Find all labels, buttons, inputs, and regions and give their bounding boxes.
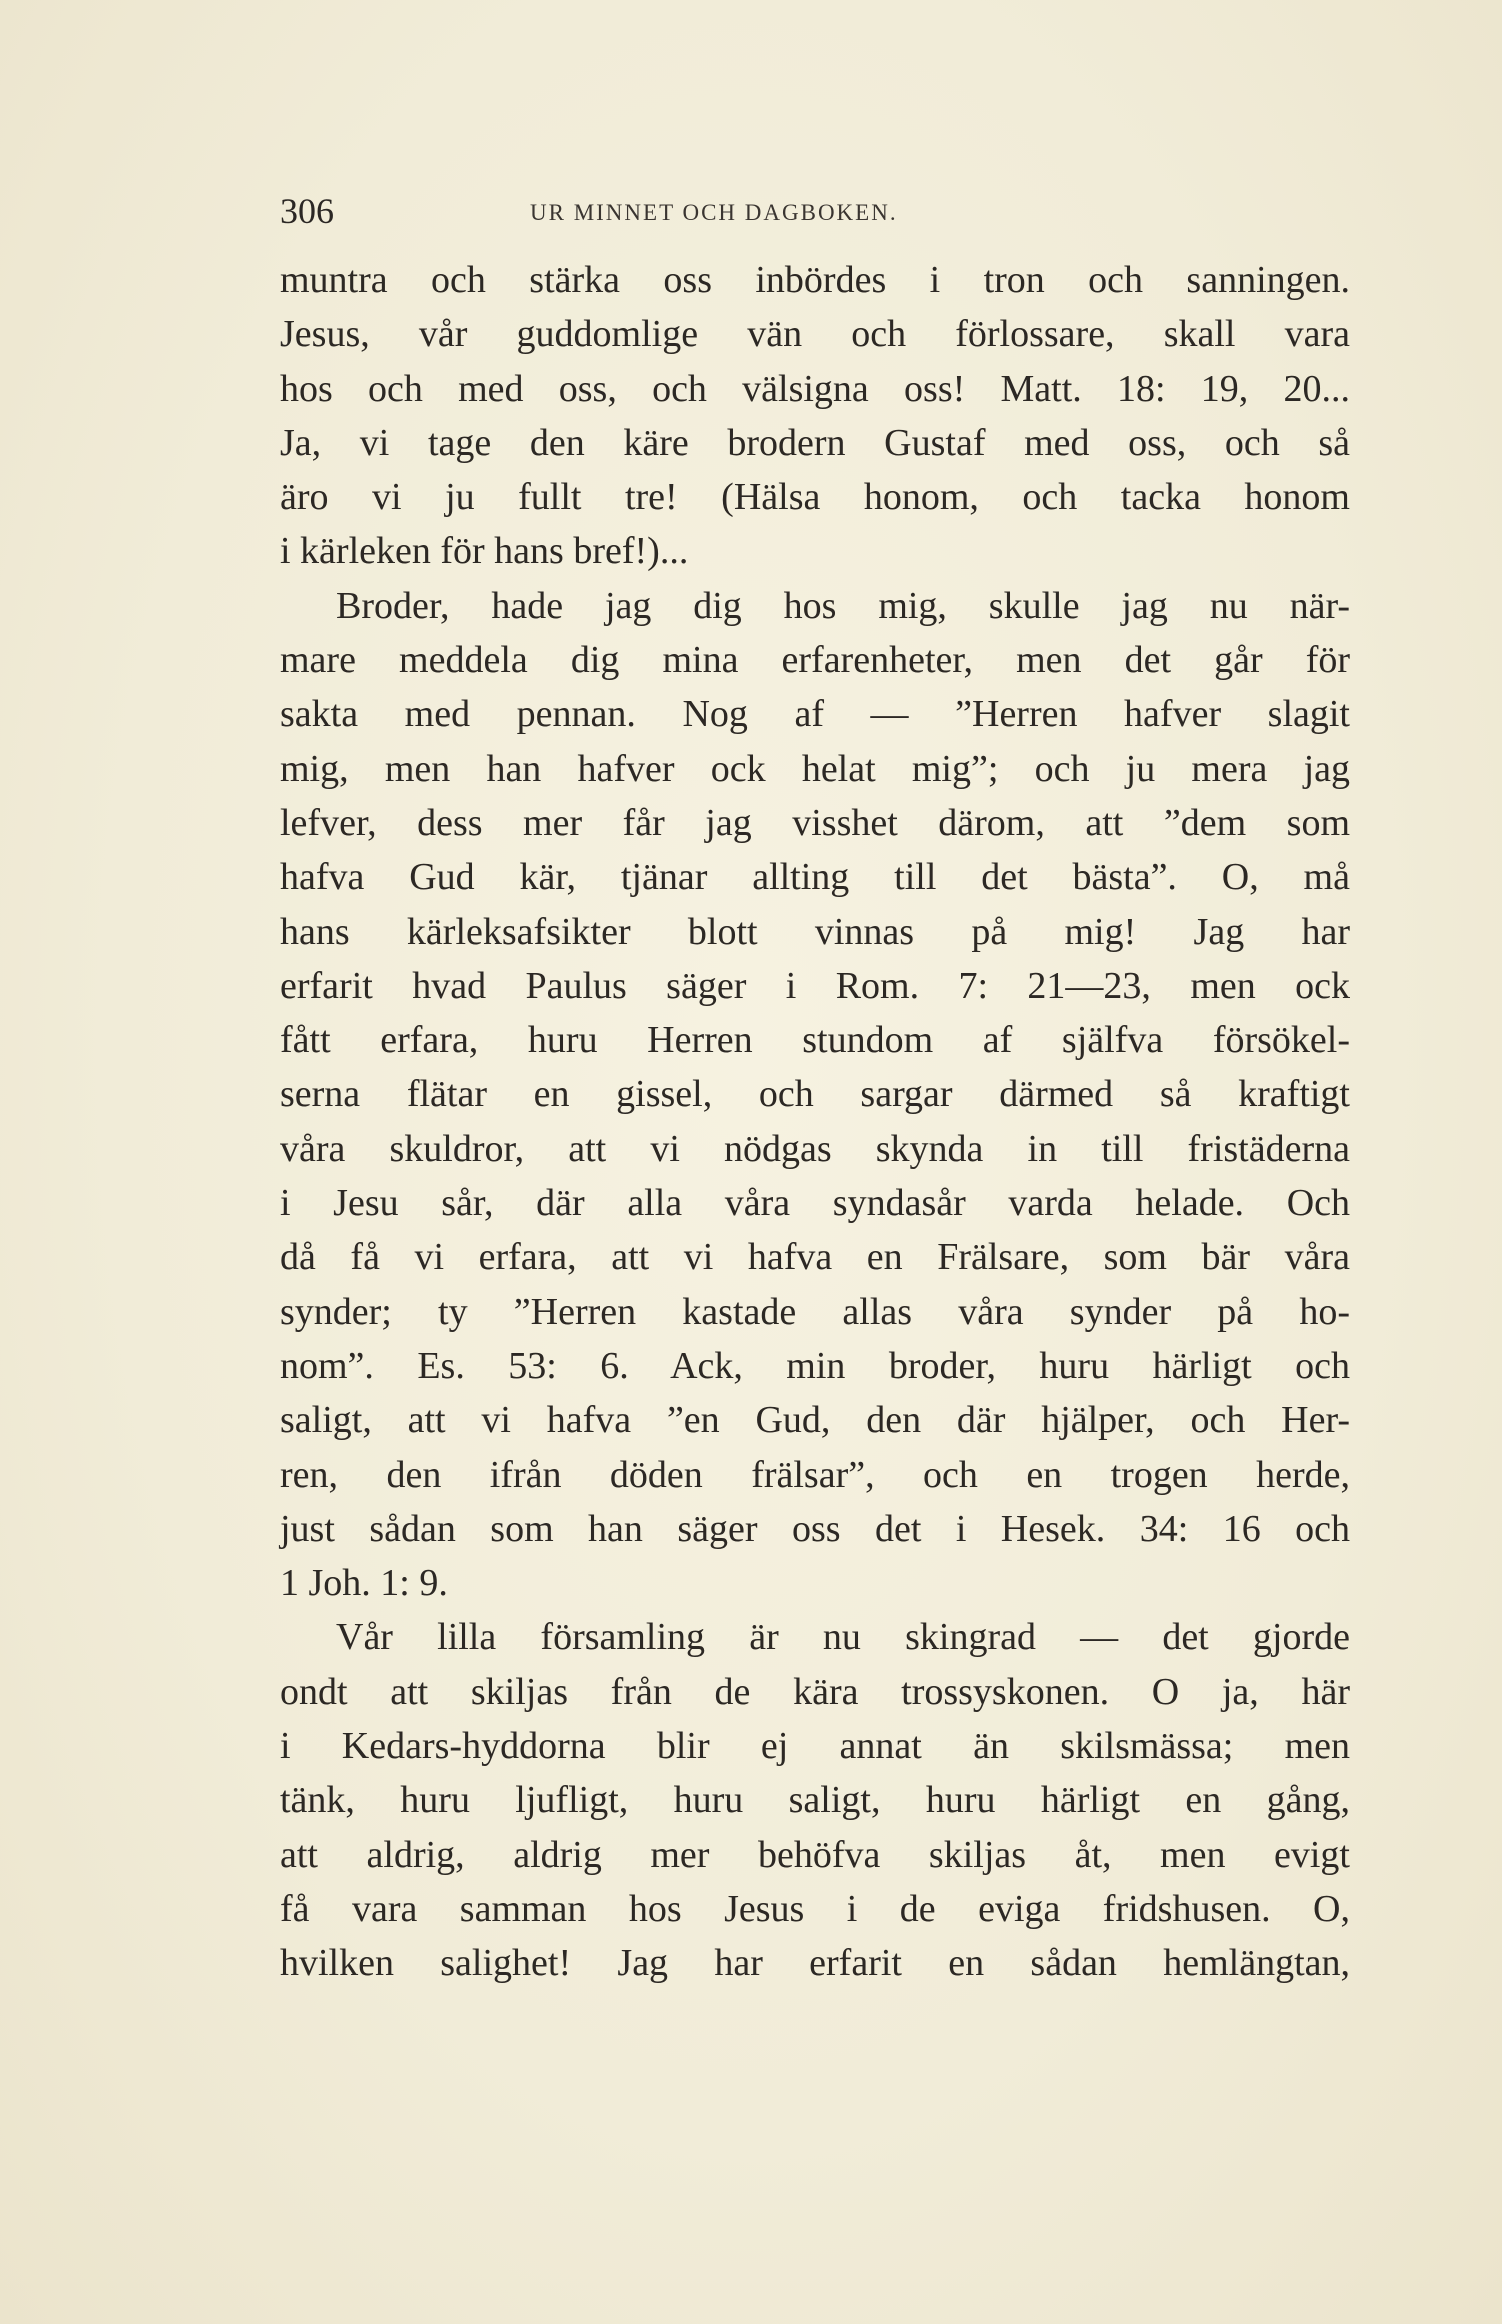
text-line: mig, men han hafver ock helat mig”; och ju mera jag [280, 747, 1350, 790]
text-line: hos och med oss, och välsigna oss! Matt. 18: 19, 20... [280, 367, 1350, 410]
text-line: få vara samman hos Jesus i de eviga fridshusen. O, [280, 1887, 1350, 1930]
text-line: våra skuldror, att vi nödgas skynda in till fristäderna [280, 1127, 1350, 1170]
text-line: fått erfara, huru Herren stundom af själfva försökel- [280, 1019, 1350, 1062]
text-line: synder; ty ”Herren kastade allas våra synder på ho- [280, 1290, 1350, 1333]
text-line: i Jesu sår, där alla våra syndasår varda helade. Och [280, 1182, 1350, 1225]
page-number: 306 [280, 191, 334, 231]
text-line: erfarit hvad Paulus säger i Rom. 7: 21—23, men ock [280, 964, 1350, 1007]
text-line: Broder, hade jag dig hos mig, skulle jag nu när- [336, 584, 1350, 627]
text-line: hvilken salighet! Jag har erfarit en sådan hemlängtan, [280, 1942, 1350, 1985]
text-line: i Kedars-hyddorna blir ej annat än skilsmässa; men [280, 1725, 1350, 1768]
text-line: Jesus, vår guddomlige vän och förlossare, skall vara [280, 313, 1350, 356]
text-line: ondt att skiljas från de kära trossyskonen. O ja, här [280, 1670, 1350, 1713]
text-line: serna flätar en gissel, och sargar därmed så kraftigt [280, 1073, 1350, 1116]
text-line: lefver, dess mer får jag visshet därom, att ”dem som [280, 801, 1350, 844]
text-line: muntra och stärka oss inbördes i tron och sanningen. [280, 259, 1350, 301]
text-line: hans kärleksafsikter blott vinnas på mig! Jag har [280, 910, 1350, 953]
text-line: mare meddela dig mina erfarenheter, men det går för [280, 639, 1350, 682]
text-line: Vår lilla församling är nu skingrad — det gjorde [336, 1616, 1350, 1659]
text-line: i kärleken för hans bref!)... [280, 530, 689, 573]
body-text [280, 253, 1350, 1991]
text-line: saligt, att vi hafva ”en Gud, den där hjälper, och Her- [280, 1399, 1350, 1442]
text-line: äro vi ju fullt tre! (Hälsa honom, och tacka honom [280, 476, 1350, 519]
text-line: nom”. Es. 53: 6. Ack, min broder, huru härligt och [280, 1344, 1350, 1387]
text-line: just sådan som han säger oss det i Hesek. 34: 16 och [280, 1507, 1350, 1550]
text-line: sakta med pennan. Nog af — ”Herren hafver slagit [280, 693, 1350, 736]
text-line: Ja, vi tage den käre brodern Gustaf med oss, och så [280, 421, 1350, 464]
text-line: att aldrig, aldrig mer behöfva skiljas åt, men evigt [280, 1833, 1350, 1876]
text-line: 1 Joh. 1: 9. [280, 1562, 448, 1605]
page-header [280, 190, 1280, 240]
text-line: hafva Gud kär, tjänar allting till det bästa”. O, må [280, 856, 1350, 899]
running-head: UR MINNET OCH DAGBOKEN. [530, 200, 898, 225]
text-line: ren, den ifrån döden frälsar”, och en trogen herde, [280, 1453, 1350, 1496]
text-line: tänk, huru ljufligt, huru saligt, huru härligt en gång, [280, 1779, 1350, 1822]
text-line: då få vi erfara, att vi hafva en Frälsare, som bär våra [280, 1236, 1350, 1279]
